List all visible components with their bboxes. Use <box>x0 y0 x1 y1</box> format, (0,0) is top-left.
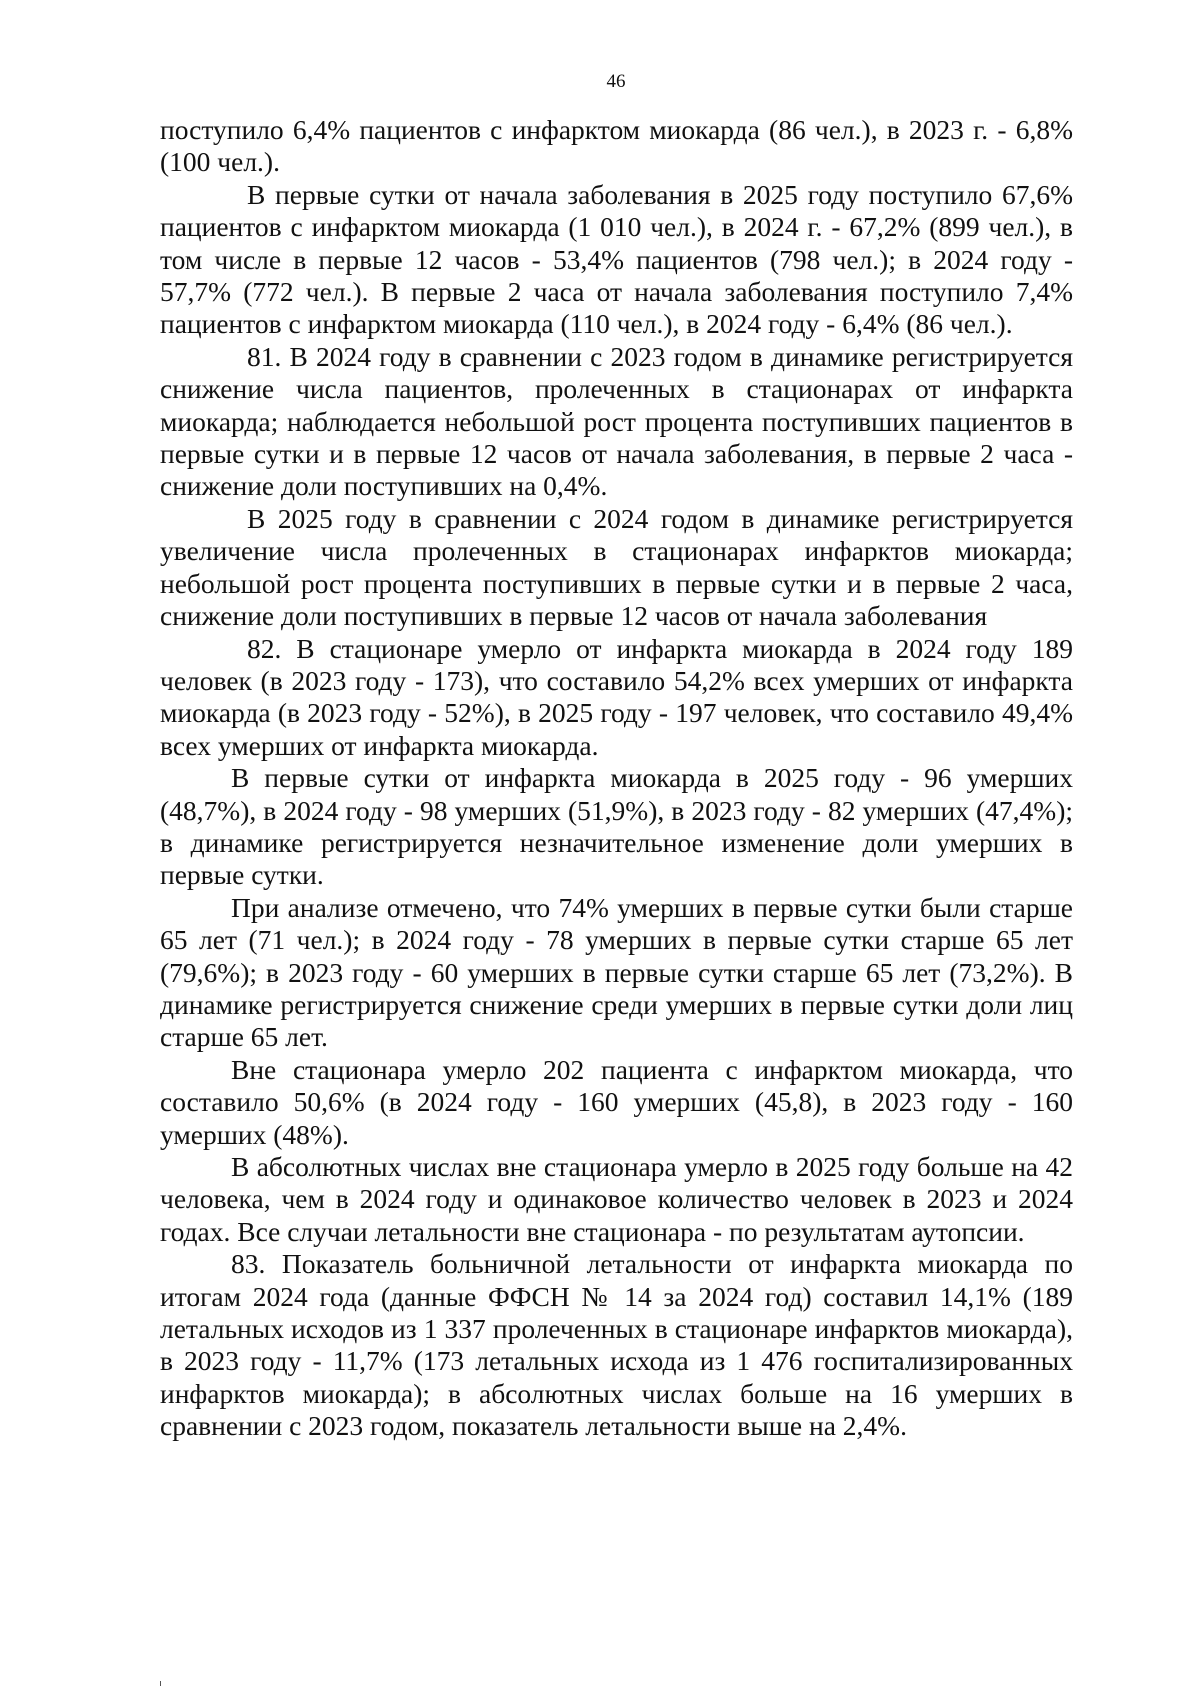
paragraph-2025-comparison: В 2025 году в сравнении с 2024 годом в динамике регистрируется увеличение числа пролеченных в стационарах инфарктов миокарда; небольшой рост процента поступивших в первые сутки и в первые 2 часа, снижение доли поступивших в первые 12 часов от начала заболевания <box>160 502 1073 632</box>
scan-corner-mark <box>160 1681 161 1686</box>
paragraph-first-day-deaths: В первые сутки от инфаркта миокарда в 2025 году - 96 умерших (48,7%), в 2024 году - 98 умерших (51,9%), в 2023 году - 82 умерших (47,4%); в динамике регистрируется незначительное изменение доли умерших в первые сутки. <box>160 762 1073 891</box>
paragraph-out-of-hospital-deaths: Вне стационара умерло 202 пациента с инфарктом миокарда, что составило 50,6% (в 2024 году - 160 умерших (45,8), в 2023 году - 160 умерших (48%). <box>160 1053 1073 1150</box>
paragraph-absolute-numbers: В абсолютных числах вне стационара умерло в 2025 году больше на 42 человека, чем в 2024 году и одинаковое количество человек в 2023 и 2024 годах. Все случаи летальности вне стационара - по результатам аутопсии. <box>160 1151 1073 1247</box>
paragraph-item-81: 81. В 2024 году в сравнении с 2023 годом в динамике регистрируется снижение числа пациентов, пролеченных в стационарах от инфаркта миокарда; наблюдается небольшой рост процента поступивших пациентов в первые сутки и в первые 12 часов от начала заболевания, в первые 2 часа - снижение доли поступивших на 0,4%. <box>160 340 1073 502</box>
paragraph-age-analysis: При анализе отмечено, что 74% умерших в первые сутки были старше 65 лет (71 чел.); в 2024 году - 78 умерших в первые сутки старше 65 лет (79,6%); в 2023 году - 60 умерших в первые сутки старше 65 лет (73,2%). В динамике регистрируется снижение среди умерших в первые сутки доли лиц старше 65 лет. <box>160 891 1073 1053</box>
document-body <box>160 114 1073 1443</box>
paragraph-continuation: поступило 6,4% пациентов с инфарктом миокарда (86 чел.), в 2023 г. - 6,8% (100 чел.). <box>160 114 1073 178</box>
page-number: 46 <box>606 71 626 92</box>
paragraph-item-83: 83. Показатель больничной летальности от инфаркта миокарда по итогам 2024 года (данные ФФСН № 14 за 2024 год) составил 14,1% (189 летальных исходов из 1 337 пролеченных в стационаре инфарктов миокарда), в 2023 году - 11,7% (173 летальных исхода из 1 476 госпитализированных инфарктов миокарда); в абсолютных числах больше на 16 умерших в сравнении с 2023 годом, показатель летальности выше на 2,4%. <box>160 1248 1073 1442</box>
paragraph-item-82: 82. В стационаре умерло от инфаркта миокарда в 2024 году 189 человек (в 2023 году - 173), что составило 54,2% всех умерших от инфаркта миокарда (в 2023 году - 52%), в 2025 году - 197 человек, что составило 49,4% всех умерших от инфаркта миокарда. <box>160 632 1073 761</box>
paragraph-first-day-admissions: В первые сутки от начала заболевания в 2025 году поступило 67,6% пациентов с инфарктом миокарда (1 010 чел.), в 2024 г. - 67,2% (899 чел.), в том числе в первые 12 часов - 53,4% пациентов (798 чел.); в 2024 году - 57,7% (772 чел.). В первые 2 часа от начала заболевания поступило 7,4% пациентов с инфарктом миокарда (110 чел.), в 2024 году - 6,4% (86 чел.). <box>160 178 1073 340</box>
